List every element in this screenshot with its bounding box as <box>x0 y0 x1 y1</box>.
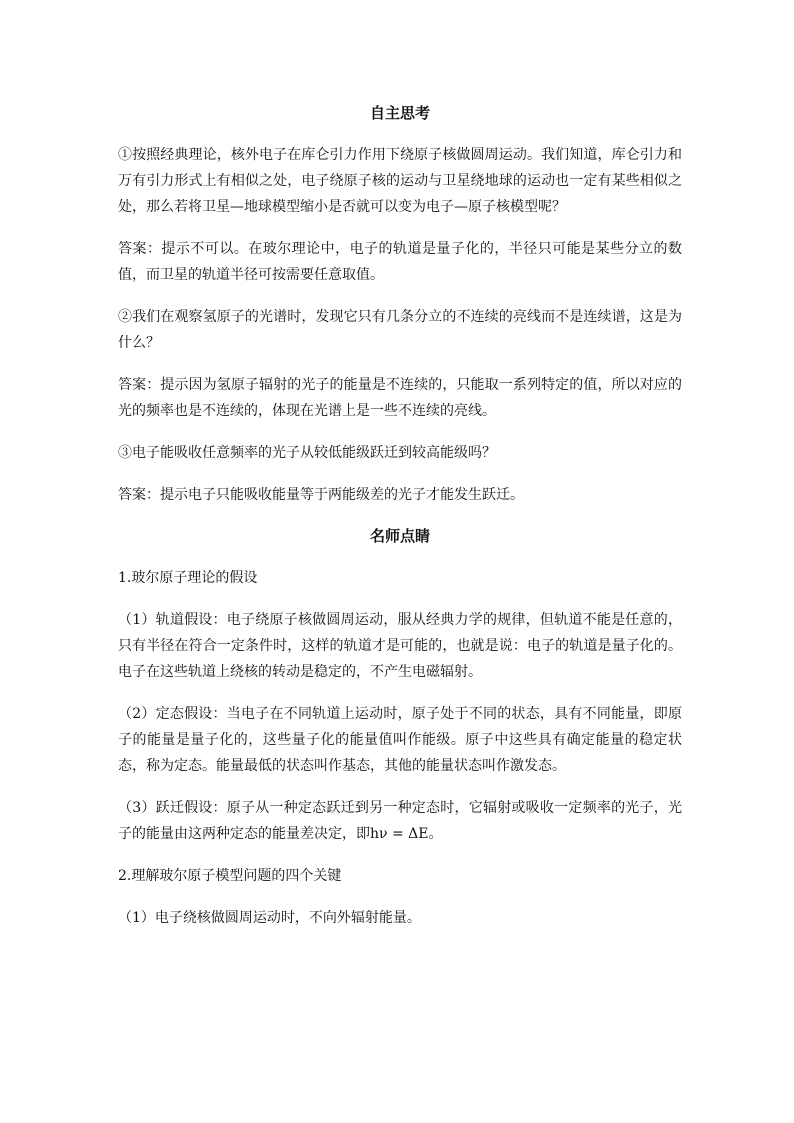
transition-assumption: （3）跃迁假设：原子从一种定态跃迁到另一种定态时，它辐射或吸收一定频率的光子，光子的能量由这两种定态的能量差决定，即hν = ΔE。 <box>118 800 682 842</box>
subheading-four-keys: 2.理解玻尔原子模型问题的四个关键 <box>118 868 342 884</box>
section-title-self-thinking: 自主思考 <box>369 104 430 122</box>
question-2: ②我们在观察氢原子的光谱时，发现它只有几条分立的不连续的亮线而不是连续谱，这是为什么？ <box>118 309 682 351</box>
stationary-state-assumption: （2）定态假设：当电子在不同轨道上运动时，原子处于不同的状态，具有不同能量，即原子的能量是量子化的，这些量子化的能量值叫作能级。原子中这些具有确定能量的稳定状态，称为定态。能量最低的状态叫作基态，其他的能量状态叫作激发态。 <box>118 706 682 774</box>
document-content <box>118 100 682 947</box>
question-1: ①按照经典理论，核外电子在库仑引力作用下绕原子核做圆周运动。我们知道，库仑引力和万有引力形式上有相似之处，电子绕原子核的运动与卫星绕地球的运动也一定有某些相似之处，那么若将卫星—地球模型缩小是否就可以变为电子—原子核模型呢？ <box>118 147 682 215</box>
section-title-teacher-notes: 名师点睛 <box>369 527 430 545</box>
subheading-bohr-assumptions: 1.玻尔原子理论的假设 <box>118 570 258 586</box>
orbit-assumption: （1）轨道假设：电子绕原子核做圆周运动，服从经典力学的规律，但轨道不能是任意的，只有半径在符合一定条件时，这样的轨道才是可能的，也就是说：电子的轨道是量子化的。电子在这些轨道上绕核的转动是稳定的，不产生电磁辐射。 <box>118 612 682 680</box>
question-3: ③电子能吸收任意频率的光子从较低能级跃迁到较高能级吗？ <box>118 445 496 461</box>
answer-1: 答案：提示不可以。在玻尔理论中，电子的轨道是量子化的，半径只可能是某些分立的数值，而卫星的轨道半径可按需要任意取值。 <box>118 241 682 283</box>
answer-2: 答案：提示因为氢原子辐射的光子的能量是不连续的，只能取一系列特定的值，所以对应的光的频率也是不连续的，体现在光谱上是一些不连续的亮线。 <box>118 377 682 419</box>
key-point-1: （1）电子绕核做圆周运动时，不向外辐射能量。 <box>118 910 421 926</box>
answer-3: 答案：提示电子只能吸收能量等于两能级差的光子才能发生跃迁。 <box>118 487 524 503</box>
